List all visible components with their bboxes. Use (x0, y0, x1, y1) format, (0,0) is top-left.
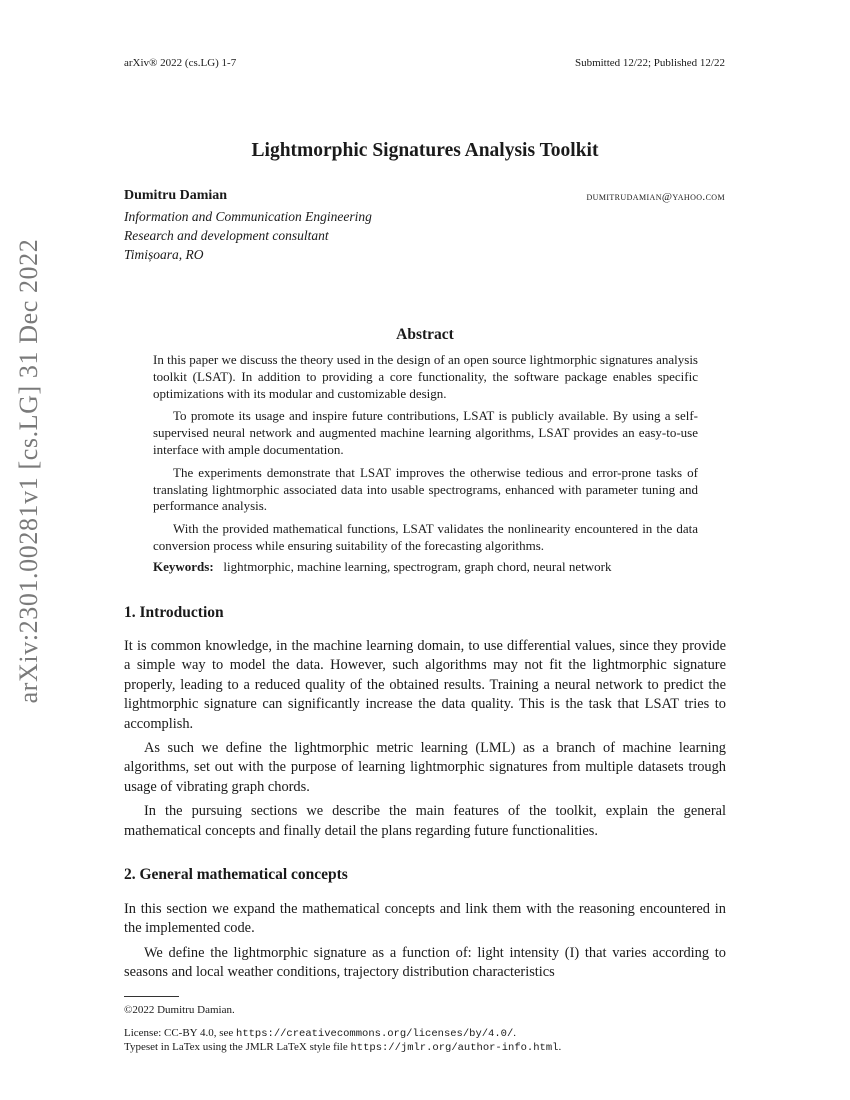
introduction-body (124, 637, 726, 846)
affiliation-line-1: Information and Communication Engineering (124, 209, 372, 224)
section-heading-introduction: 1. Introduction (124, 604, 224, 621)
keywords-label: Keywords: (153, 559, 214, 574)
body-paragraph: We define the lightmorphic signature as a function of: light intensity (I) that varies according to seasons and local weather conditions, trajectory distribution characteristics (124, 944, 726, 981)
abstract-paragraph: To promote its usage and inspire future contributions, LSAT is publicly available. By using a self-supervised neural network and augmented machine learning algorithms, LSAT provides an easy-to-use interface with ample documentation. (153, 408, 698, 457)
keywords-list: lightmorphic, machine learning, spectrogram, graph chord, neural network (223, 559, 612, 574)
abstract-paragraph: The experiments demonstrate that LSAT improves the otherwise tedious and error-prone tasks of translating lightmorphic associated data into usable spectrograms, enhanced with parameter tuning and performance analysis. (153, 464, 698, 514)
paper-title: Lightmorphic Signatures Analysis Toolkit (251, 140, 599, 161)
section-heading-math: 2. General mathematical concepts (124, 866, 348, 883)
copyright-note: ©2022 Dumitru Damian. (124, 1004, 235, 1016)
author-email[interactable]: dumitrudamian@yahoo.com (586, 191, 725, 203)
abstract-body (153, 352, 698, 561)
keywords (153, 559, 612, 575)
typeset-prefix: Typeset in LaTex using the JMLR LaTeX style file (124, 1041, 348, 1053)
body-paragraph: As such we define the lightmorphic metric learning (LML) as a branch of machine learning algorithms, set out with the purpose of learning lightmorphic signatures from multiple datasets trough usage of vibrating graph chords. (124, 740, 726, 795)
submission-dates: Submitted 12/22; Published 12/22 (574, 57, 725, 69)
arxiv-side-stamp: arXiv:2301.00281v1 [cs.LG] 31 Dec 2022 (14, 238, 43, 704)
journal-header: arXiv® 2022 (cs.LG) 1-7 (124, 57, 237, 69)
affiliation-line-3: Timișoara, RO (124, 247, 204, 262)
abstract-heading: Abstract (396, 326, 454, 343)
author-name: Dumitru Damian (124, 188, 228, 203)
abstract-paragraph: With the provided mathematical functions, LSAT validates the nonlinearity encountered in the data conversion process while ensuring suitability of the forecasting algorithms. (153, 521, 698, 553)
license-prefix: License: CC-BY 4.0, see (124, 1027, 234, 1039)
typeset-note: Typeset in LaTex using the JMLR LaTeX style file https://jmlr.org/author-info.html. (124, 1041, 562, 1054)
math-section-body (124, 900, 726, 988)
affiliation-line-2: Research and development consultant (124, 228, 329, 243)
license-link[interactable]: https://creativecommons.org/licenses/by/4.0/ (236, 1028, 514, 1040)
body-paragraph: It is common knowledge, in the machine learning domain, to use differential values, since they provide a simple way to model the data. However, such algorithms may not fit the lightmorphic signature properly, leading to a reduced quality of the obtained results. Training a neural network to predict the lightmorphic signature can significantly increase the data quality. This is the task that LSAT tries to accomplish. (124, 638, 726, 732)
abstract-paragraph: In this paper we discuss the theory used in the design of an open source lightmorphic signatures analysis toolkit (LSAT). In addition to providing a core functionality, the software package enables specific optimizations with its modular and customizable design. (153, 352, 698, 401)
body-paragraph: In this section we expand the mathematical concepts and link them with the reasoning encountered in the implemented code. (124, 901, 726, 937)
body-paragraph: In the pursuing sections we describe the main features of the toolkit, explain the general mathematical concepts and finally detail the plans regarding future functionalities. (124, 803, 726, 839)
license-note: License: CC-BY 4.0, see https://creativecommons.org/licenses/by/4.0/. (124, 1027, 517, 1040)
jmlr-link[interactable]: https://jmlr.org/author-info.html (350, 1042, 559, 1054)
footnote-rule (124, 996, 179, 997)
